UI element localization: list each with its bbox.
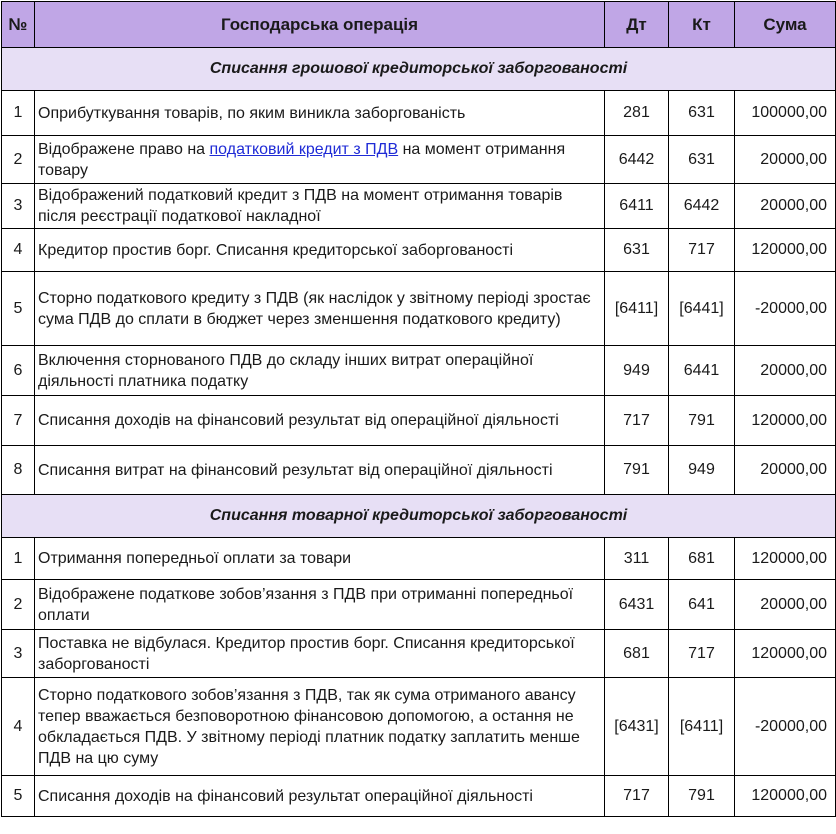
table-row xyxy=(2,91,836,136)
row-credit: 631 xyxy=(669,91,735,136)
row-credit: 6441 xyxy=(669,346,735,396)
row-desc xyxy=(35,136,605,184)
row-debit: 717 xyxy=(605,396,669,446)
row-desc: Кредитор простив борг. Списання кредиторської заборгованості xyxy=(35,229,605,272)
row-desc: Списання доходів на фінансовий результат операційної діяльності xyxy=(35,776,605,817)
row-debit: [6411] xyxy=(605,272,669,346)
row-debit: 631 xyxy=(605,229,669,272)
table-row xyxy=(2,538,836,580)
table-row xyxy=(2,346,836,396)
row-desc: Списання витрат на фінансовий результат від операційної діяльності xyxy=(35,446,605,495)
col-header-credit: Кт xyxy=(669,2,735,48)
row-sum: 20000,00 xyxy=(735,346,836,396)
row-num: 5 xyxy=(2,272,35,346)
row-debit: 311 xyxy=(605,538,669,580)
row-num: 3 xyxy=(2,184,35,229)
row-desc: Оприбуткування товарів, по яким виникла заборгованість xyxy=(35,91,605,136)
table-row xyxy=(2,678,836,776)
row-sum: 20000,00 xyxy=(735,580,836,630)
row-debit: [6431] xyxy=(605,678,669,776)
row-sum: 20000,00 xyxy=(735,446,836,495)
row-desc: Поставка не відбулася. Кредитор простив борг. Списання кредиторської заборгованості xyxy=(35,630,605,678)
section-title: Списання товарної кредиторської заборгованості xyxy=(2,495,836,538)
row-sum: 120000,00 xyxy=(735,538,836,580)
row-debit: 281 xyxy=(605,91,669,136)
operations-table xyxy=(1,1,836,817)
table-row xyxy=(2,776,836,817)
row-desc-before: Відображене право на xyxy=(38,140,206,158)
row-num: 2 xyxy=(2,580,35,630)
row-credit: 791 xyxy=(669,396,735,446)
table-row xyxy=(2,136,836,184)
row-num: 6 xyxy=(2,346,35,396)
row-num: 3 xyxy=(2,630,35,678)
table-row xyxy=(2,229,836,272)
row-sum: 120000,00 xyxy=(735,630,836,678)
row-desc: Сторно податкового зобов’язання з ПДВ, так як сума отриманого авансу тепер вважається безповоротною фінансовою допомогою, а остання не обкладається ПДВ. У звітному періоді платник податку заплатить менше ПДВ на цю суму xyxy=(35,678,605,776)
row-desc: Сторно податкового кредиту з ПДВ (як наслідок у звітному періоді зростає сума ПДВ до сплати в бюджет через зменшення податкового кредиту) xyxy=(35,272,605,346)
row-credit: 631 xyxy=(669,136,735,184)
table-row xyxy=(2,580,836,630)
row-debit: 791 xyxy=(605,446,669,495)
row-desc: Відображений податковий кредит з ПДВ на момент отримання товарів після реєстрації податкової накладної xyxy=(35,184,605,229)
col-header-num: № xyxy=(2,2,35,48)
row-num: 1 xyxy=(2,91,35,136)
section-header xyxy=(2,48,836,91)
table-row xyxy=(2,272,836,346)
row-debit: 6431 xyxy=(605,580,669,630)
row-sum: -20000,00 xyxy=(735,678,836,776)
row-num: 1 xyxy=(2,538,35,580)
row-desc-after: на момент отримання товару xyxy=(38,140,566,179)
row-credit: [6411] xyxy=(669,678,735,776)
row-num: 5 xyxy=(2,776,35,817)
col-header-debit: Дт xyxy=(605,2,669,48)
row-num: 7 xyxy=(2,396,35,446)
row-desc: Відображене податкове зобов’язання з ПДВ при отриманні попередньої оплати xyxy=(35,580,605,630)
header-row xyxy=(2,2,836,48)
row-debit: 949 xyxy=(605,346,669,396)
row-debit: 681 xyxy=(605,630,669,678)
row-credit: 641 xyxy=(669,580,735,630)
table-row xyxy=(2,630,836,678)
row-credit: 717 xyxy=(669,229,735,272)
col-header-operation: Господарська операція xyxy=(35,2,605,48)
row-debit: 717 xyxy=(605,776,669,817)
row-credit: 6442 xyxy=(669,184,735,229)
row-credit: 681 xyxy=(669,538,735,580)
row-desc: Включення сторнованого ПДВ до складу інших витрат операційної діяльності платника податку xyxy=(35,346,605,396)
row-desc: Отримання попередньої оплати за товари xyxy=(35,538,605,580)
row-sum: 100000,00 xyxy=(735,91,836,136)
row-sum: -20000,00 xyxy=(735,272,836,346)
section-title: Списання грошової кредиторської заборгованості xyxy=(2,48,836,91)
row-num: 8 xyxy=(2,446,35,495)
row-debit: 6442 xyxy=(605,136,669,184)
row-credit: 791 xyxy=(669,776,735,817)
row-credit: 949 xyxy=(669,446,735,495)
row-sum: 120000,00 xyxy=(735,396,836,446)
table-row xyxy=(2,396,836,446)
row-num: 4 xyxy=(2,678,35,776)
row-debit: 6411 xyxy=(605,184,669,229)
table-row xyxy=(2,184,836,229)
section-header xyxy=(2,495,836,538)
row-sum: 120000,00 xyxy=(735,229,836,272)
vat-credit-link[interactable]: податковий кредит з ПДВ xyxy=(209,140,399,158)
row-sum: 20000,00 xyxy=(735,184,836,229)
table-row xyxy=(2,446,836,495)
row-sum: 120000,00 xyxy=(735,776,836,817)
col-header-sum: Сума xyxy=(735,2,836,48)
row-num: 4 xyxy=(2,229,35,272)
row-sum: 20000,00 xyxy=(735,136,836,184)
row-desc: Списання доходів на фінансовий результат від операційної діяльності xyxy=(35,396,605,446)
row-num: 2 xyxy=(2,136,35,184)
row-credit: 717 xyxy=(669,630,735,678)
row-credit: [6441] xyxy=(669,272,735,346)
